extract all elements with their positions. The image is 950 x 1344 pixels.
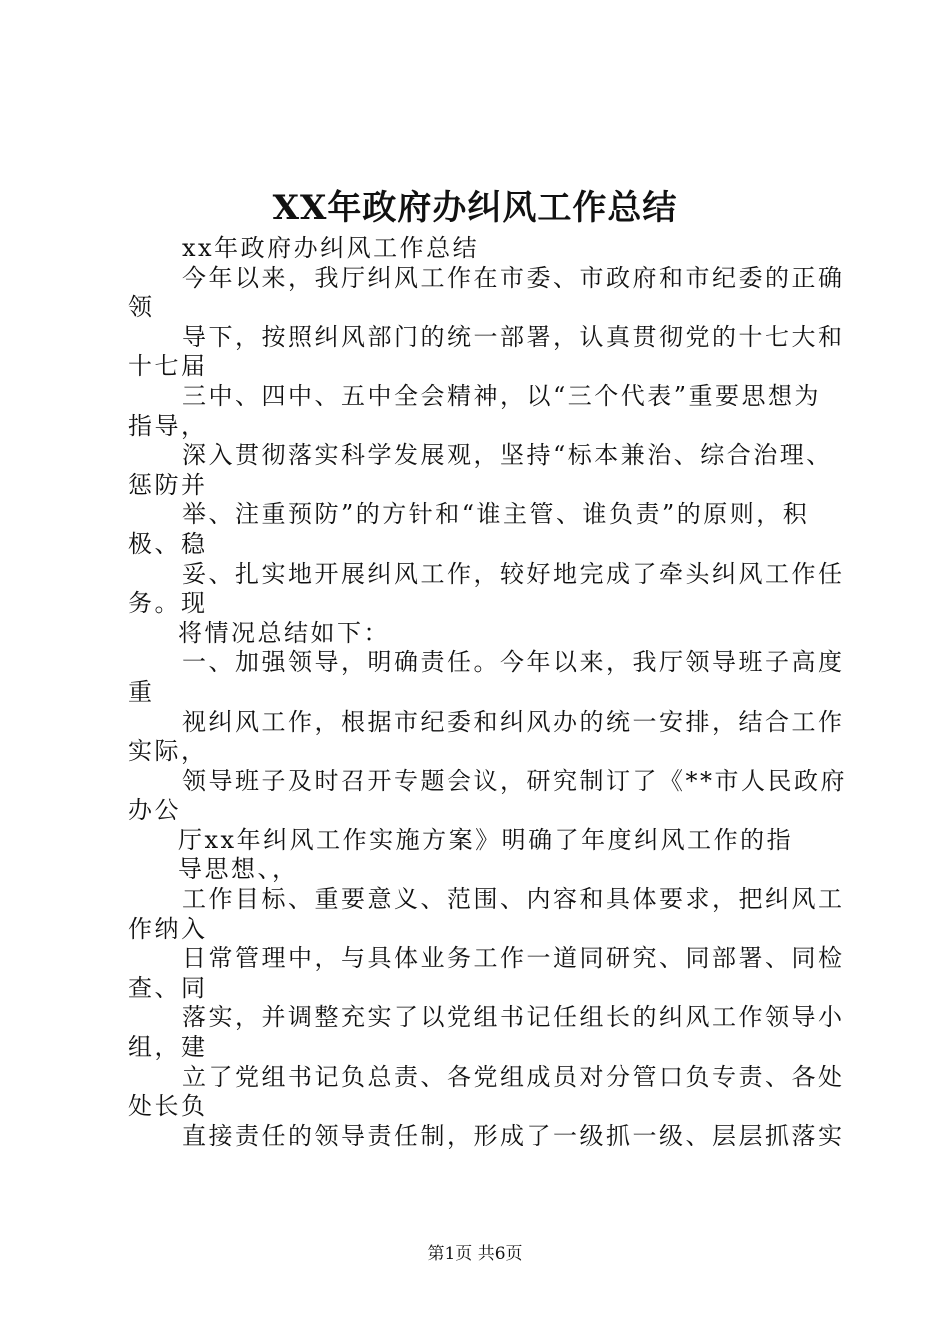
text-line: 今年以来，我厅纠风工作在市委、市政府和市纪委的正确 [182, 263, 845, 292]
text-line: 直接责任的领导责任制，形成了一级抓一级、层层抓落实 [182, 1121, 845, 1150]
text-line: 视纠风工作，根据市纪委和纠风办的统一安排，结合工作 [182, 707, 845, 736]
document-body [128, 234, 847, 1151]
text-line: 导下，按照纠风部门的统一部署，认真贯彻党的十七大和 [182, 322, 845, 351]
text-line: 领导班子及时召开专题会议，研究制订了《**市人民政府 [182, 766, 847, 795]
text-line: xx年政府办纠风工作总结 [182, 234, 480, 262]
text-line: 工作目标、重要意义、范围、内容和具体要求，把纠风工 [182, 885, 845, 914]
text-line: 导思想、， [178, 855, 299, 884]
text-line: 厅xx年纠风工作实施方案》明确了年度纠风工作的指 [178, 825, 794, 854]
text-line: 处长负 [128, 1092, 208, 1121]
text-line: 重 [128, 677, 155, 706]
text-line: 查、同 [128, 973, 208, 1002]
text-line: 落实，并调整充实了以党组书记任组长的纠风工作领导小 [182, 1003, 845, 1032]
text-line: 深入贯彻落实科学发展观，坚持“标本兼治、综合治理、 [182, 441, 833, 470]
text-line: 务。现 [128, 589, 208, 618]
text-line: 极、稳 [128, 529, 208, 558]
text-line: 领 [128, 293, 155, 322]
text-line: 举、注重预防”的方针和“谁主管、谁负责”的原则，积 [182, 500, 810, 529]
text-line: 组，建 [128, 1033, 208, 1062]
text-line: 实际， [128, 737, 208, 766]
text-line: 十七届 [128, 352, 208, 381]
text-line: 惩防并 [128, 470, 208, 499]
text-line: 办公 [128, 796, 181, 825]
text-line: 日常管理中，与具体业务工作一道同研究、同部署、同检 [182, 944, 845, 973]
text-line: 一、加强领导，明确责任。今年以来，我厅领导班子高度 [182, 648, 845, 677]
text-line: 立了党组书记负总责、各党组成员对分管口负专责、各处 [182, 1062, 845, 1091]
document-title: XX年政府办纠风工作总结 [272, 188, 678, 228]
text-line: 作纳入 [128, 914, 208, 943]
text-line: 妥、扎实地开展纠风工作，较好地完成了牵头纠风工作任 [182, 559, 845, 588]
text-line: 三中、四中、五中全会精神，以“三个代表”重要思想为 [182, 381, 822, 410]
text-line: 将情况总结如下： [178, 618, 390, 647]
page-number-footer: 第1页 共6页 [427, 1244, 523, 1264]
text-line: 指导， [128, 411, 208, 440]
